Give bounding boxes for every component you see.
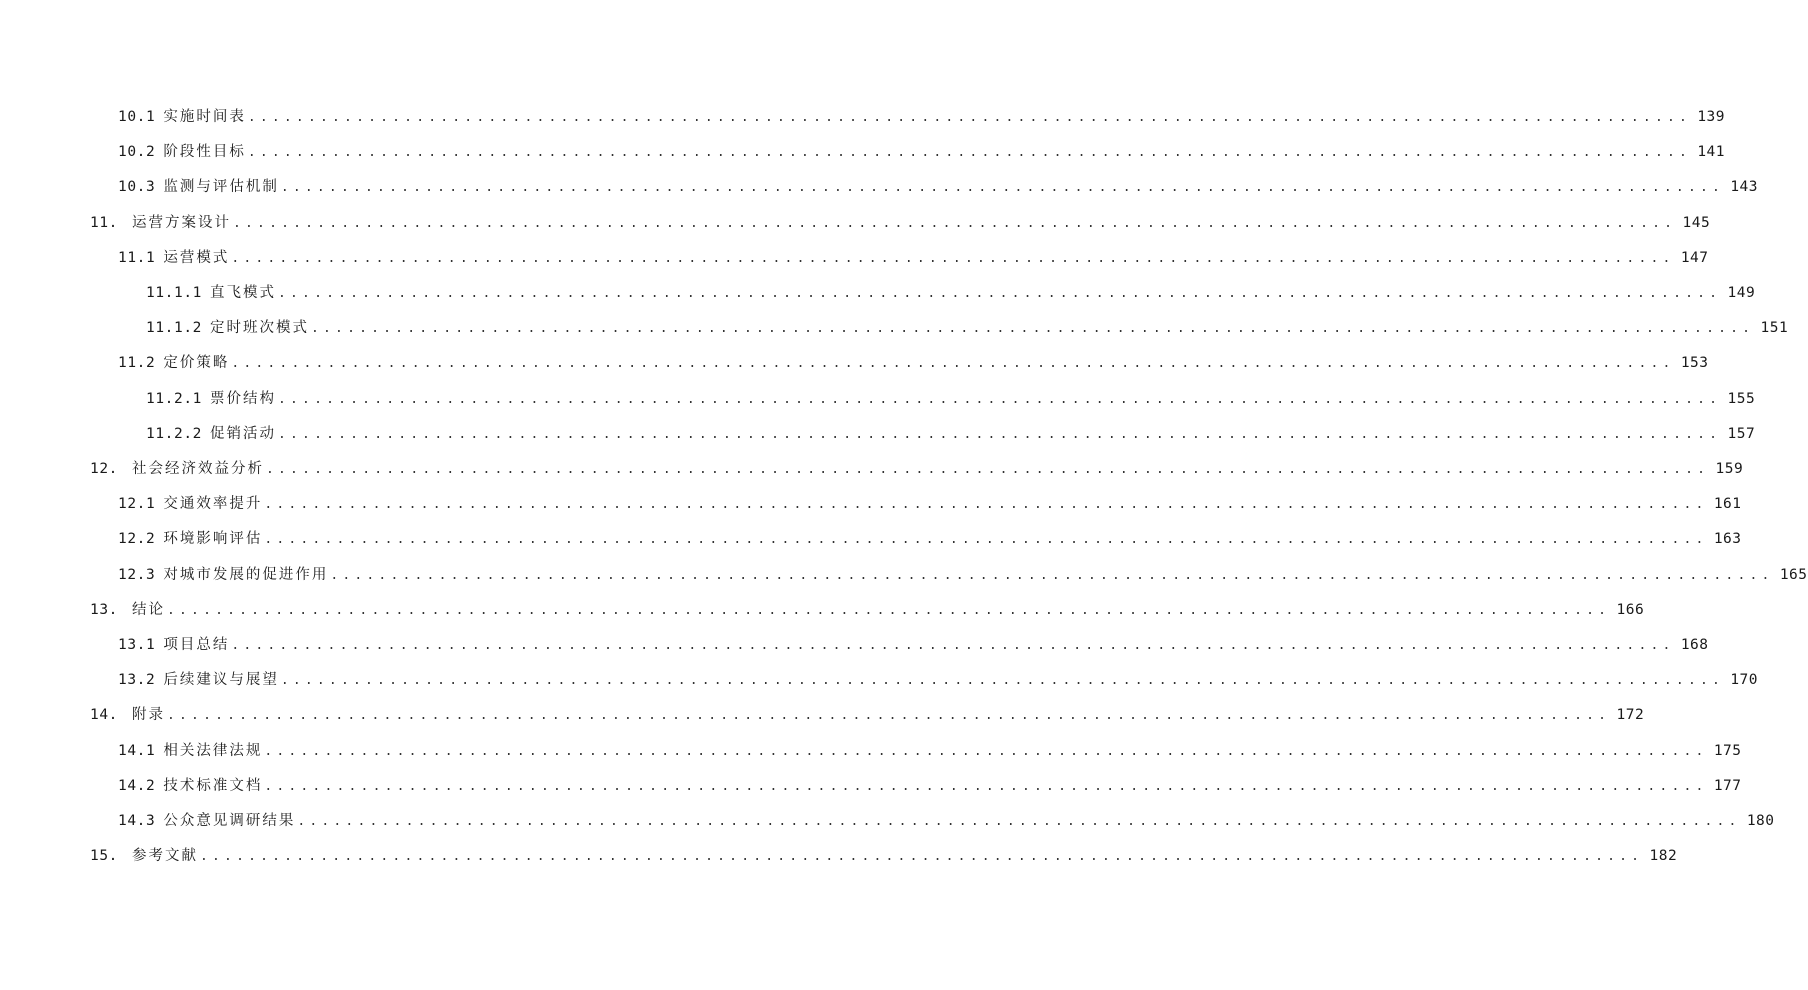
toc-entry[interactable] [118, 635, 1709, 655]
dot-leader: ........................................................................................................................ [167, 708, 1611, 724]
toc-entry-page-number: 177 [1713, 777, 1742, 794]
toc-entry-title: 相关法律法规 [163, 742, 263, 759]
toc-entry[interactable] [118, 565, 1808, 585]
toc-entry[interactable] [118, 494, 1742, 514]
toc-entry-number: 11. [90, 214, 118, 231]
dot-leader: ........................................................................................................................ [231, 250, 1675, 266]
toc-entry-title: 技术标准文档 [163, 777, 263, 794]
toc-entry[interactable] [118, 353, 1709, 373]
toc-entry-page-number: 172 [1616, 707, 1645, 724]
toc-entry[interactable] [118, 811, 1775, 831]
toc-entry-page-number: 151 [1760, 320, 1789, 337]
dot-leader: ........................................................................................................................ [280, 673, 1725, 689]
toc-entry-page-number: 166 [1616, 601, 1645, 618]
toc-entry-number: 10.3 [118, 179, 156, 196]
toc-entry[interactable] [90, 213, 1711, 233]
dot-leader: ........................................................................................................................ [247, 110, 1692, 125]
toc-entry[interactable] [146, 318, 1789, 338]
toc-entry-title: 公众意见调研结果 [163, 813, 296, 829]
toc-entry-title: 社会经济效益分析 [132, 461, 264, 477]
toc-entry-number: 11.1.1 [146, 285, 202, 301]
toc-entry-number: 14.1 [118, 742, 156, 759]
toc-entry-number: 11.1 [118, 249, 156, 266]
toc-entry-page-number: 149 [1727, 285, 1756, 301]
toc-entry-title: 直飞模式 [209, 285, 276, 301]
dot-leader: ........................................................................................................................ [231, 356, 1675, 372]
toc-entry[interactable] [118, 248, 1709, 268]
dot-leader: ........................................................................................................................ [233, 215, 1677, 231]
toc-entry-title: 运营模式 [163, 249, 230, 266]
toc-entry-page-number: 157 [1727, 425, 1756, 442]
dot-leader: ........................................................................................................................ [297, 814, 1741, 829]
toc-entry-title: 实施时间表 [163, 109, 246, 125]
toc-entry-page-number: 143 [1730, 179, 1759, 196]
toc-entry-title: 监测与评估机制 [163, 179, 279, 196]
toc-entry-title: 参考文献 [132, 848, 198, 865]
toc-entry-number: 14.2 [118, 777, 156, 794]
toc-entry-number: 11.2.1 [146, 390, 202, 407]
toc-entry-number: 10.1 [118, 109, 156, 125]
toc-entry-number: 12.3 [118, 566, 156, 583]
dot-leader: ........................................................................................................................ [280, 180, 1725, 196]
toc-entry-number: 15. [90, 848, 118, 865]
dot-leader: ........................................................................................................................ [167, 602, 1611, 618]
toc-entry-title: 定时班次模式 [209, 320, 309, 337]
toc-entry-number: 13.1 [118, 637, 156, 653]
toc-entry-page-number: 163 [1713, 531, 1742, 548]
toc-entry[interactable] [118, 529, 1742, 549]
dot-leader: ........................................................................................................................ [247, 145, 1692, 161]
toc-entry-number: 13. [90, 601, 118, 618]
toc-entry[interactable] [118, 142, 1726, 162]
toc-entry-number: 10.2 [118, 144, 156, 161]
toc-entry-title: 后续建议与展望 [163, 672, 279, 689]
dot-leader: ........................................................................................................................ [231, 638, 1675, 653]
toc-entry-title: 项目总结 [163, 637, 230, 653]
toc-entry-page-number: 145 [1682, 214, 1711, 231]
toc-entry-page-number: 182 [1649, 848, 1678, 865]
toc-entry-title: 结论 [132, 601, 165, 618]
toc-entry-page-number: 170 [1730, 672, 1759, 689]
dot-leader: ........................................................................................................................ [330, 567, 1774, 583]
toc-entry[interactable] [118, 107, 1726, 127]
toc-entry-number: 14. [90, 707, 118, 724]
toc-entry[interactable] [90, 705, 1645, 725]
toc-entry-title: 交通效率提升 [163, 496, 263, 513]
toc-entry-title: 运营方案设计 [132, 214, 231, 231]
toc-entry-number: 11.2 [118, 355, 156, 372]
toc-entry-title: 定价策略 [163, 355, 230, 372]
toc-entry-page-number: 180 [1746, 813, 1775, 829]
toc-entry[interactable] [90, 459, 1744, 479]
toc-entry[interactable] [118, 776, 1742, 796]
dot-leader: ........................................................................................................................ [264, 778, 1708, 794]
toc-entry[interactable] [146, 389, 1756, 409]
toc-entry[interactable] [118, 177, 1759, 197]
toc-entry-page-number: 139 [1697, 109, 1726, 125]
toc-entry-page-number: 175 [1713, 742, 1742, 759]
toc-entry-page-number: 159 [1715, 461, 1744, 477]
toc-entry-number: 13.2 [118, 672, 156, 689]
toc-entry[interactable] [90, 846, 1678, 866]
dot-leader: ........................................................................................................................ [200, 849, 1644, 865]
toc-entry-number: 11.2.2 [146, 425, 202, 442]
toc-entry-number: 12.1 [118, 496, 156, 513]
toc-entry[interactable] [118, 741, 1742, 761]
toc-entry-page-number: 141 [1697, 144, 1726, 161]
dot-leader: ........................................................................................................................ [266, 462, 1710, 477]
toc-entry-number: 12.2 [118, 531, 156, 548]
toc-entry-page-number: 165 [1779, 566, 1808, 583]
dot-leader: ........................................................................................................................ [277, 426, 1722, 442]
dot-leader: ........................................................................................................................ [310, 321, 1755, 337]
toc-entry[interactable] [90, 600, 1645, 620]
dot-leader: ........................................................................................................................ [264, 497, 1708, 513]
toc-entry-title: 票价结构 [209, 390, 276, 407]
toc-entry-title: 阶段性目标 [163, 144, 246, 161]
toc-entry-page-number: 155 [1727, 390, 1756, 407]
dot-leader: ........................................................................................................................ [264, 743, 1708, 759]
toc-entry[interactable] [146, 424, 1756, 444]
toc-entry-page-number: 153 [1680, 355, 1709, 372]
toc-entry-page-number: 168 [1680, 637, 1709, 653]
toc-entry-title: 附录 [132, 707, 165, 724]
toc-entry[interactable] [146, 283, 1756, 303]
toc-entry-number: 12. [90, 461, 118, 477]
toc-entry-title: 环境影响评估 [163, 531, 263, 548]
toc-entry[interactable] [118, 670, 1759, 690]
toc-entry-page-number: 161 [1713, 496, 1742, 513]
toc-entry-number: 14.3 [118, 813, 156, 829]
toc-entry-title: 促销活动 [209, 425, 276, 442]
toc-entry-title: 对城市发展的促进作用 [163, 566, 329, 583]
toc-entry-page-number: 147 [1680, 249, 1709, 266]
dot-leader: ........................................................................................................................ [277, 391, 1722, 407]
dot-leader: ........................................................................................................................ [277, 286, 1722, 301]
dot-leader: ........................................................................................................................ [264, 532, 1708, 548]
toc-entry-number: 11.1.2 [146, 320, 202, 337]
